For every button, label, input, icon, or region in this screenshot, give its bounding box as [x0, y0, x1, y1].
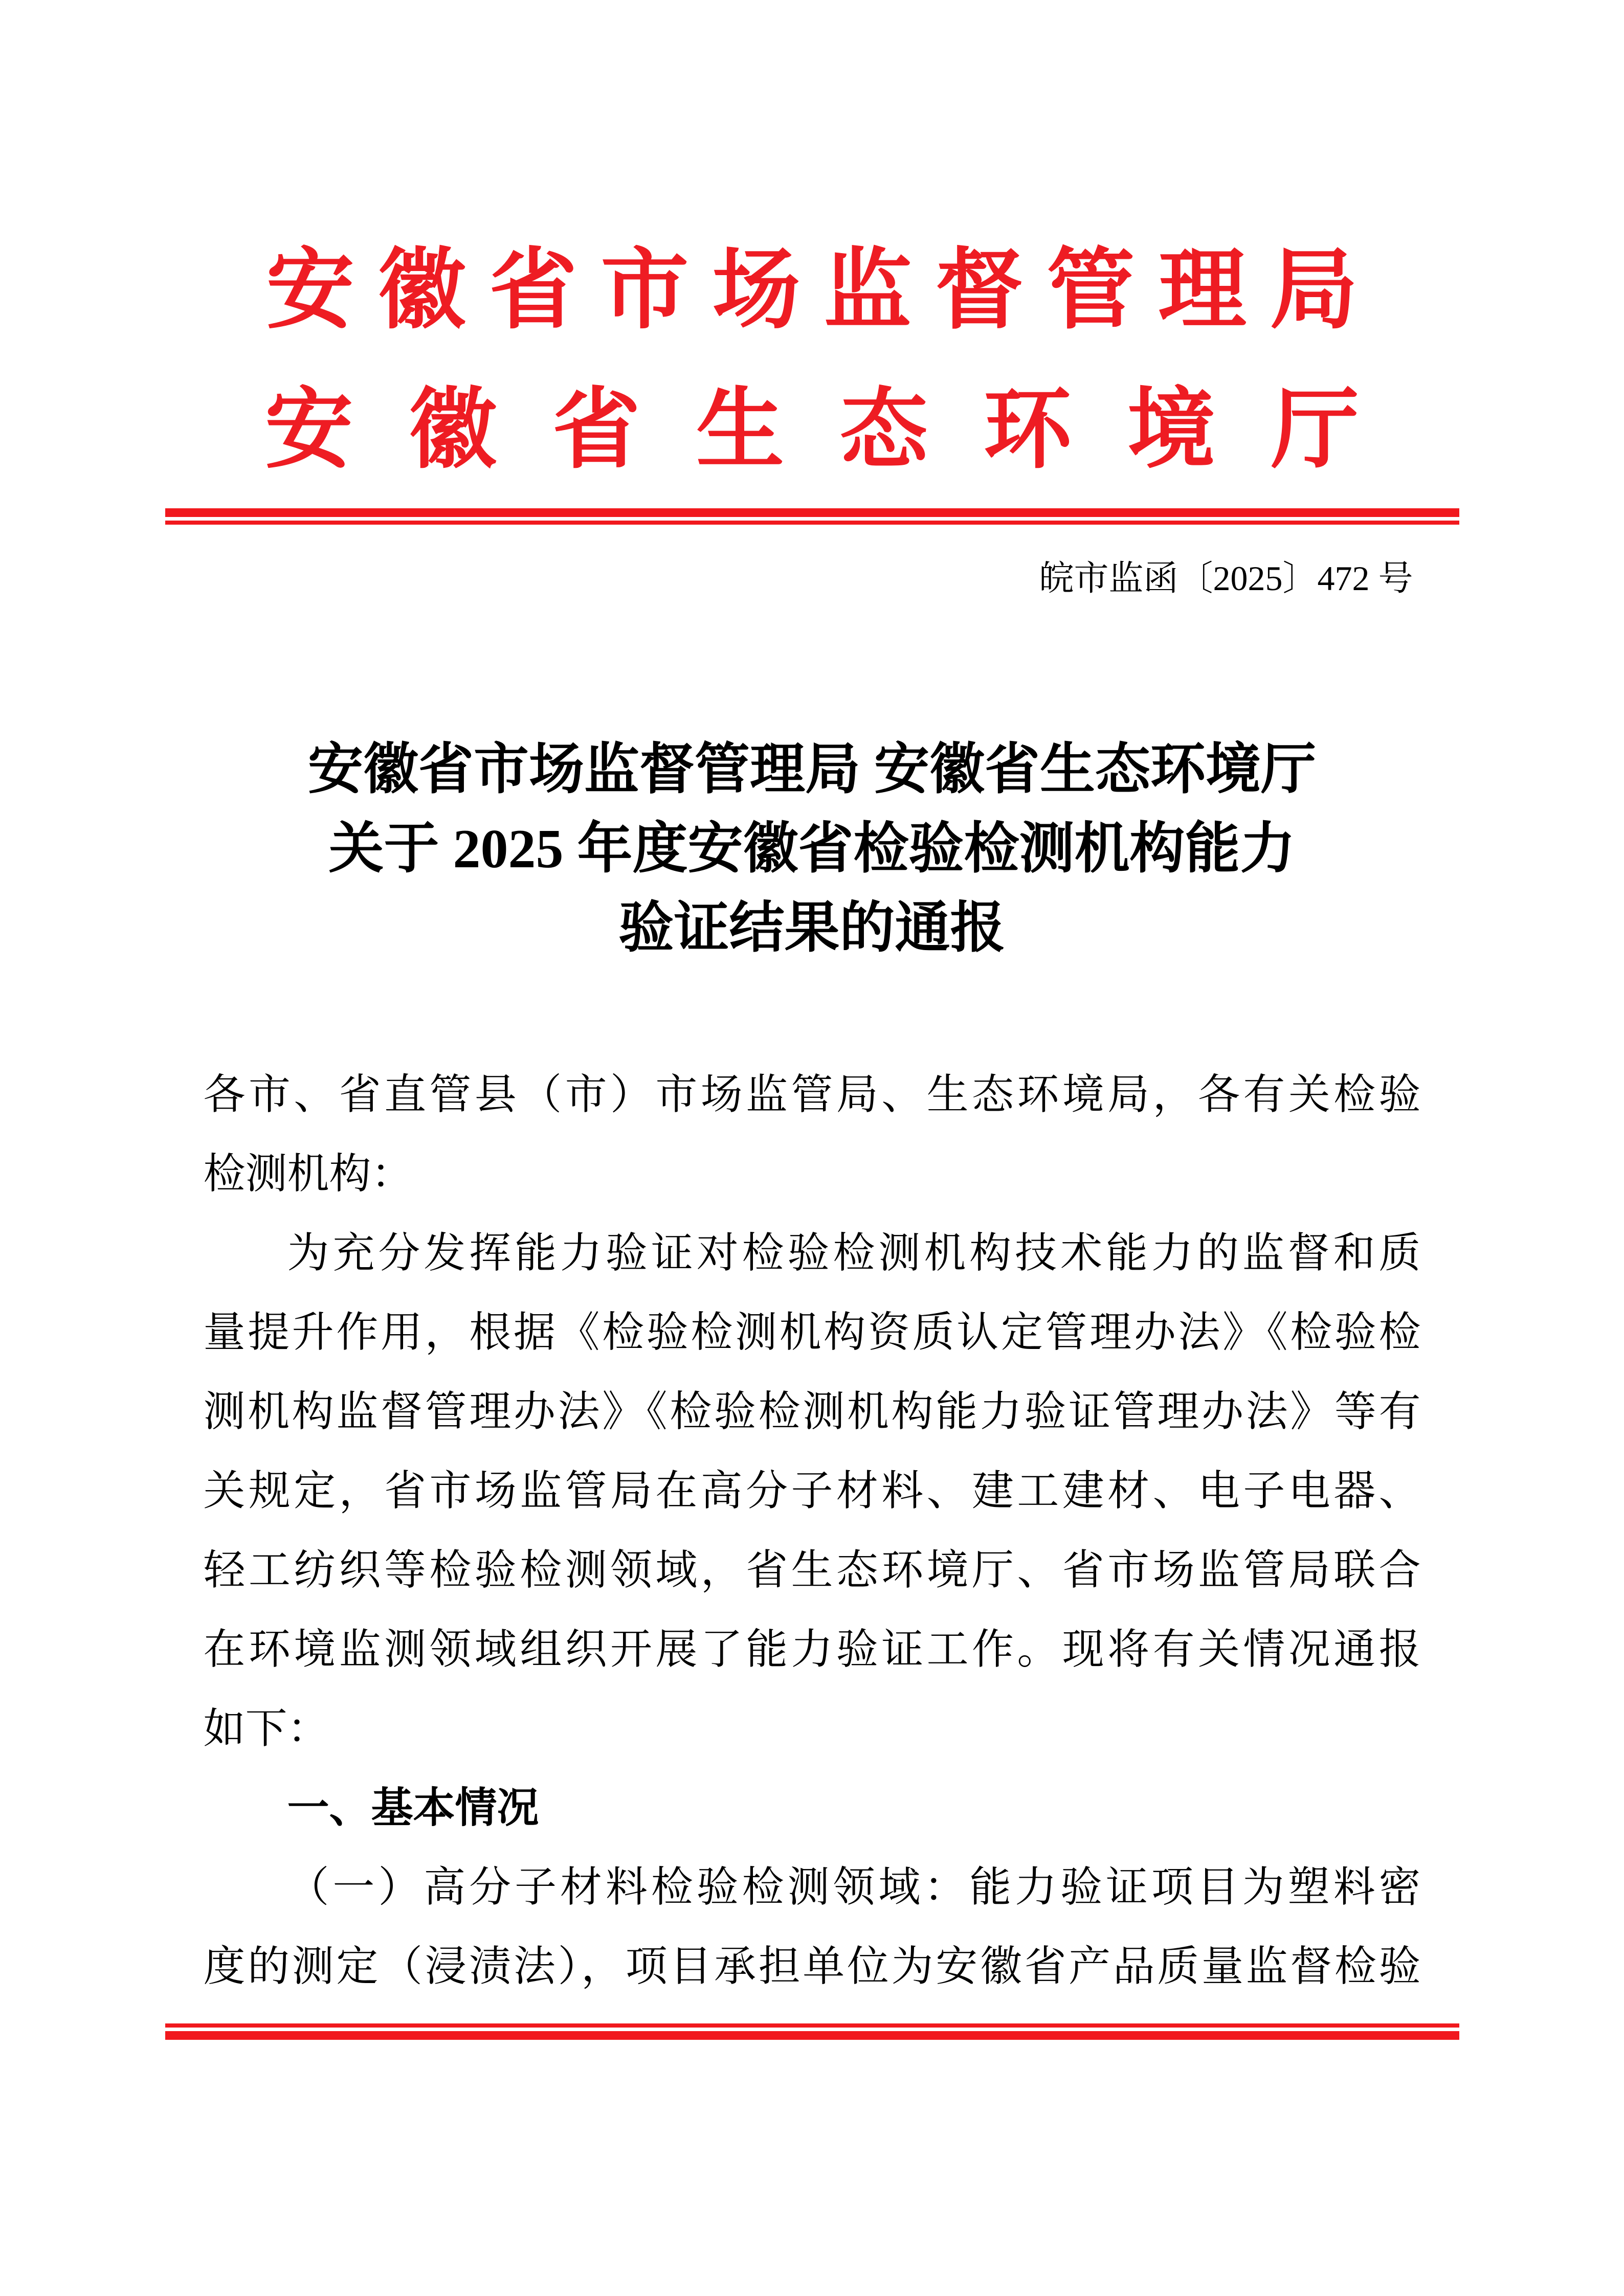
rule-gap — [165, 2028, 1459, 2031]
section-heading: 一、基本情况 — [287, 1785, 539, 1831]
title-line-3: 验证结果的通报 — [618, 898, 1006, 959]
body-line: 轻工纺织等检验检测领域，省生态环境厅、省市场监管局联合 — [203, 1547, 1421, 1593]
body-line: 各市、省直管县（市）市场监管局、生态环境局，各有关检验 — [203, 1071, 1421, 1118]
red-rule-thin — [165, 2023, 1459, 2028]
footer-divider — [165, 2023, 1459, 2040]
rule-gap — [165, 517, 1459, 521]
letterhead-divider — [165, 508, 1459, 525]
document-number: 皖市监函〔2025〕472 号 — [1039, 559, 1413, 598]
letterhead-agency-line-2: 安徽省生态环境厅 — [265, 382, 1415, 479]
title-line-2: 关于 2025 年度安徽省检验检测机构能力 — [328, 819, 1296, 880]
document-content — [165, 0, 1459, 2040]
red-rule-thin — [165, 521, 1459, 525]
body-line: 关规定，省市场监管局在高分子材料、建工建材、电子电器、 — [203, 1468, 1421, 1514]
body-line: 测机构监督管理办法》《检验检测机构能力验证管理办法》等有 — [203, 1388, 1421, 1435]
letterhead — [165, 221, 1459, 501]
document-title — [165, 730, 1459, 968]
body-line: 如下： — [203, 1705, 329, 1752]
red-rule-thick — [165, 2031, 1459, 2040]
red-rule-thick — [165, 508, 1459, 517]
body-line: （一）高分子材料检验检测领域：能力验证项目为塑料密 — [287, 1864, 1421, 1910]
letterhead-agency-line-1: 安徽省市场监督管理局 — [266, 242, 1382, 340]
body-line: 度的测定（浸渍法），项目承担单位为安徽省产品质量监督检验 — [203, 1943, 1421, 1990]
document-body — [204, 1055, 1421, 2006]
body-line: 检测机构： — [203, 1151, 413, 1197]
title-line-1: 安徽省市场监督管理局 安徽省生态环境厅 — [307, 739, 1316, 800]
body-line: 量提升作用，根据《检验检测机构资质认定管理办法》《检验检 — [203, 1309, 1421, 1356]
body-line: 为充分发挥能力验证对检验检测机构技术能力的监督和质 — [287, 1230, 1421, 1276]
body-line: 在环境监测领域组织开展了能力验证工作。现将有关情况通报 — [203, 1626, 1421, 1673]
